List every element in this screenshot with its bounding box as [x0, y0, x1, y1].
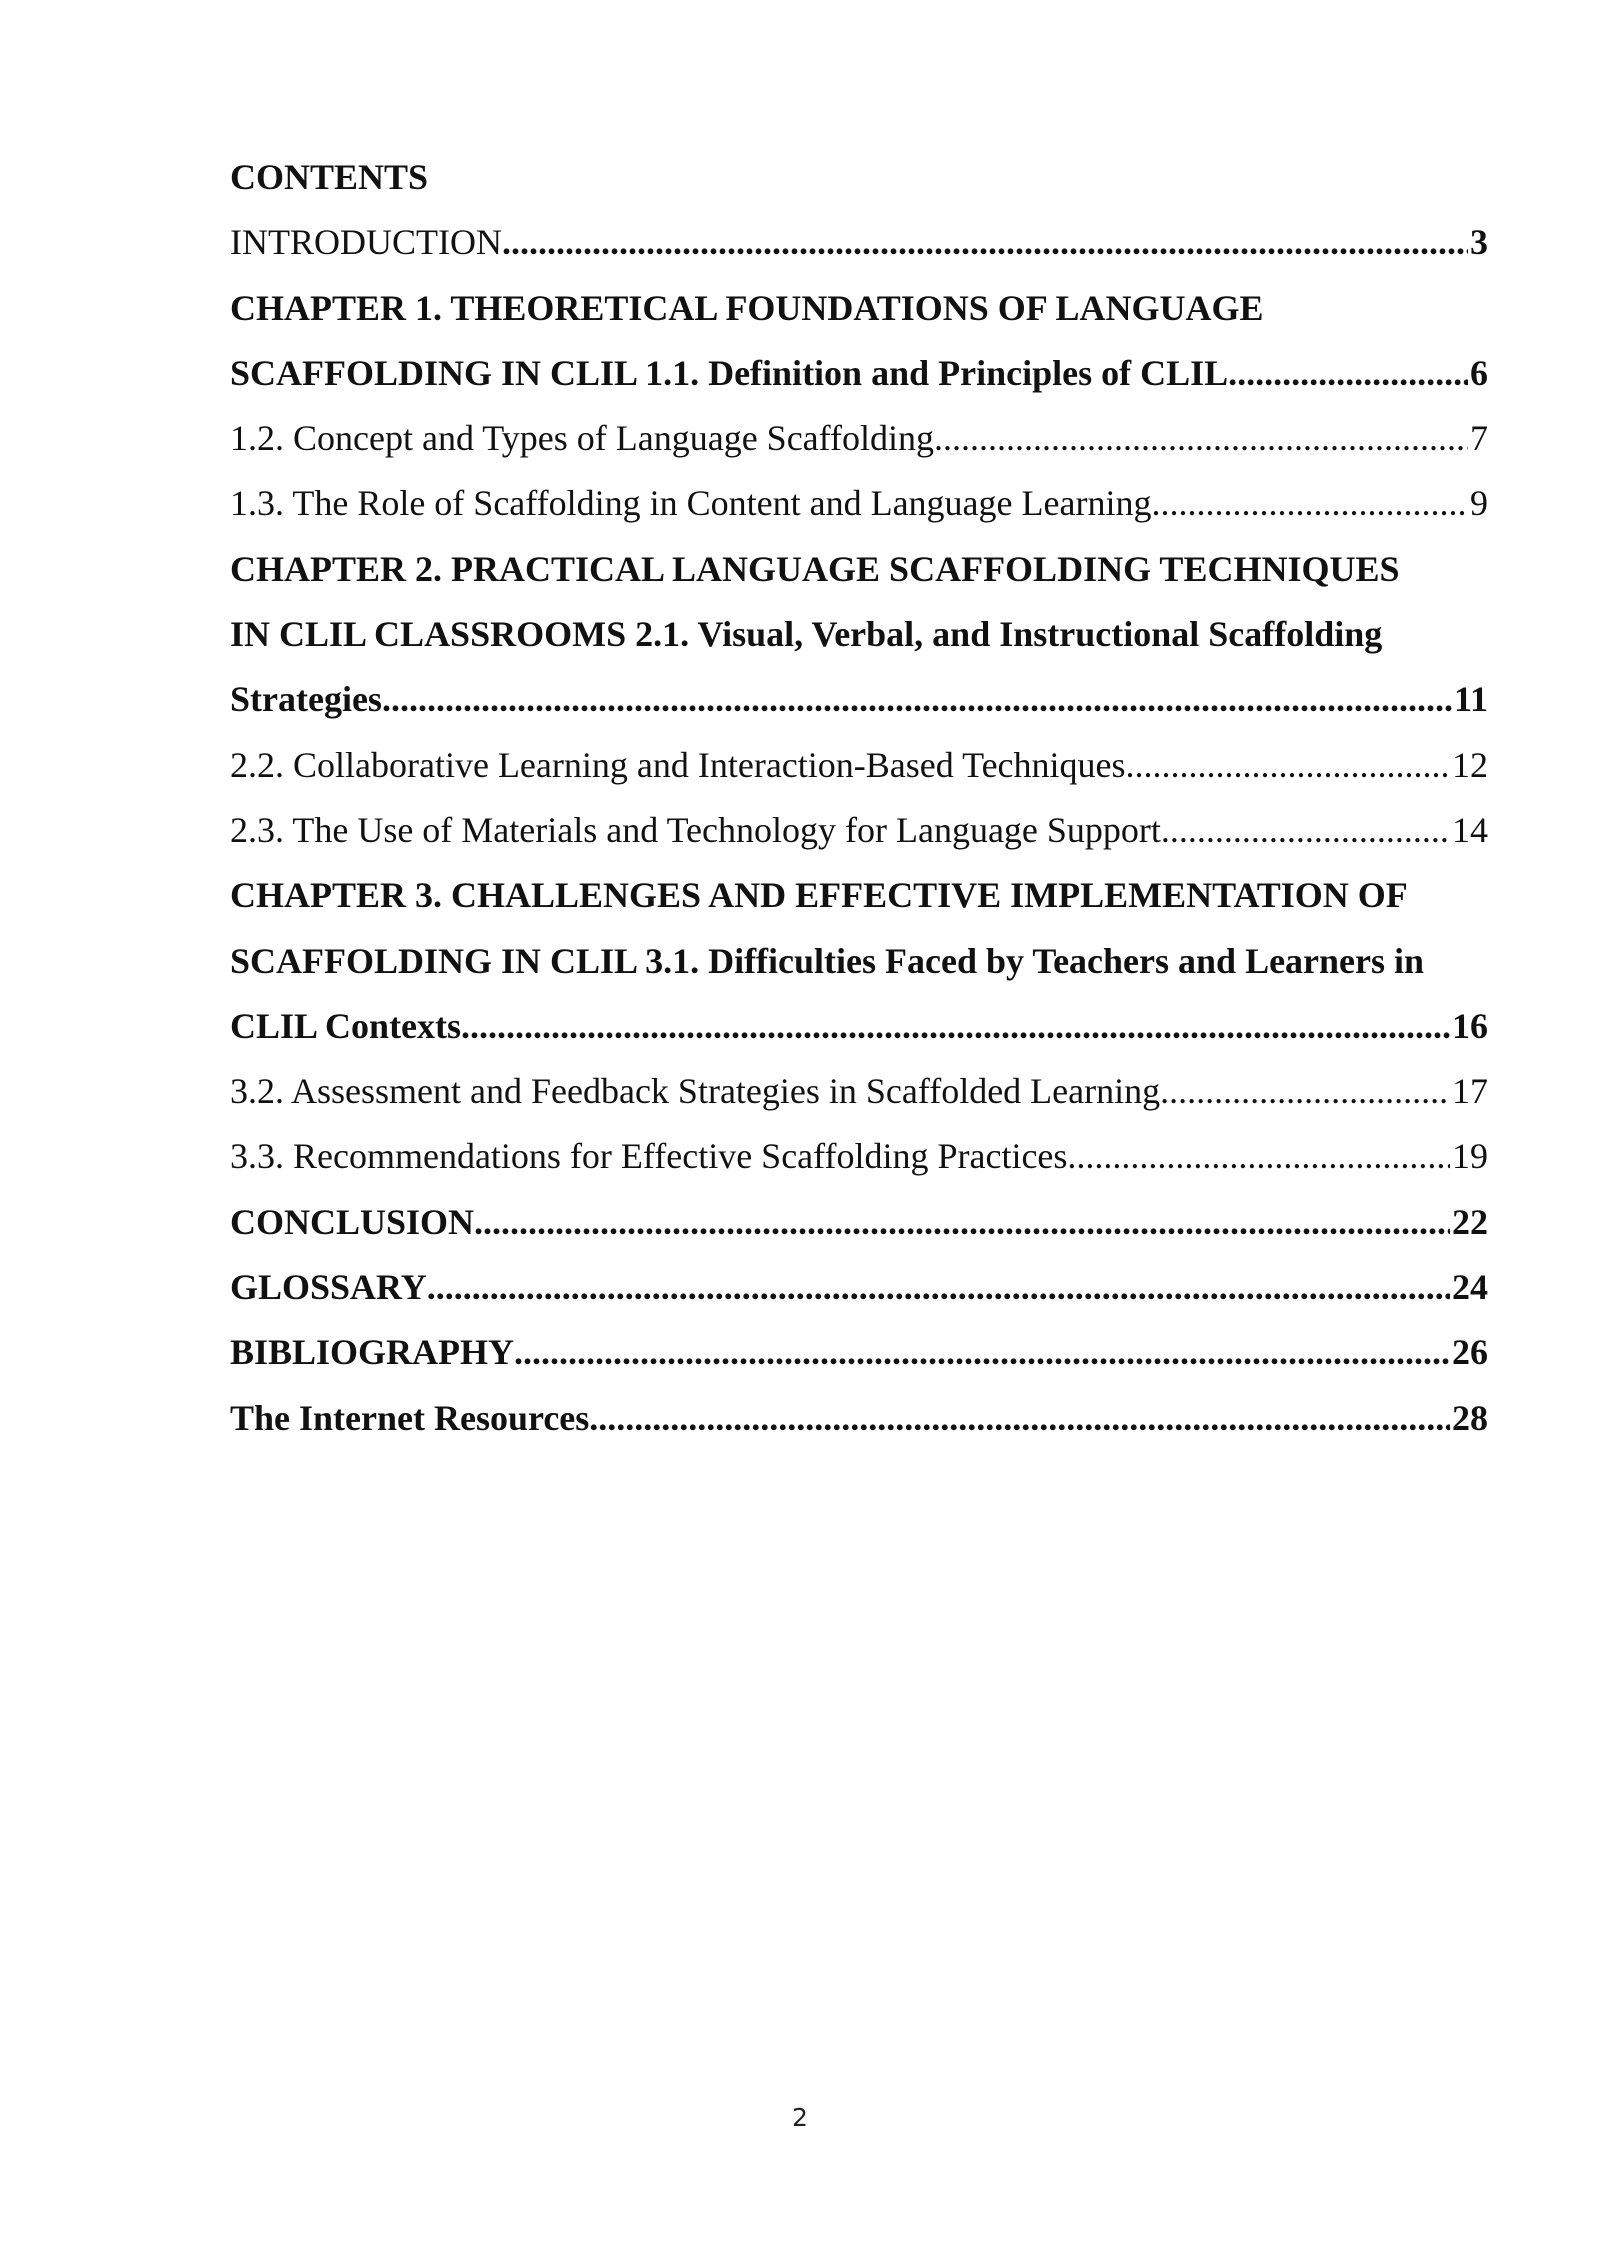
- toc-page-number: 6: [1470, 352, 1488, 393]
- toc-dot-leader: [382, 667, 1452, 732]
- toc-entry-text: BIBLIOGRAPHY: [230, 1332, 515, 1373]
- toc-entry-text: IN CLIL CLASSROOMS 2.1. Visual, Verbal, and Instructional Scaffolding: [230, 614, 1383, 655]
- toc-dot-leader: [514, 1320, 1450, 1385]
- toc-dot-leader: [589, 1386, 1450, 1451]
- toc-dot-leader: [1151, 471, 1468, 536]
- toc-entry[interactable]: [230, 1059, 1488, 1124]
- toc-entry[interactable]: [230, 276, 1488, 407]
- toc-entry-text: SCAFFOLDING IN CLIL 1.1. Definition and Principles of CLIL: [230, 352, 1229, 393]
- toc-entry[interactable]: [230, 733, 1488, 798]
- toc-entry[interactable]: [230, 798, 1488, 863]
- toc-page-number: 22: [1452, 1201, 1488, 1242]
- toc-dot-leader: [427, 1255, 1450, 1320]
- toc-page-number: 7: [1470, 418, 1488, 459]
- toc-entry[interactable]: [230, 1320, 1488, 1385]
- toc-entry[interactable]: [230, 1386, 1488, 1451]
- toc-entry-text: 1.2. Concept and Types of Language Scaffolding: [230, 418, 934, 459]
- toc-entry-text: INTRODUCTION: [230, 222, 502, 263]
- toc-entry[interactable]: [230, 863, 1488, 1059]
- toc-page-number: 17: [1452, 1071, 1488, 1112]
- toc-page-number: 11: [1453, 679, 1488, 720]
- toc-entry-text: SCAFFOLDING IN CLIL 3.1. Difficulties Faced by Teachers and Learners in: [230, 940, 1425, 981]
- toc-page-number: 14: [1452, 809, 1488, 850]
- toc-page-number: 16: [1452, 1005, 1488, 1046]
- toc-page-number: 9: [1470, 483, 1488, 524]
- toc-dot-leader: [1160, 1059, 1450, 1124]
- toc-entry[interactable]: [230, 537, 1488, 733]
- toc-dot-leader: [1126, 733, 1450, 798]
- toc-entries: [230, 210, 1488, 1451]
- toc-entry[interactable]: [230, 471, 1488, 536]
- toc-dot-leader: [461, 994, 1450, 1059]
- toc-page-number: 24: [1452, 1267, 1488, 1308]
- toc-page-number: 26: [1452, 1332, 1488, 1373]
- toc-entry-text: CHAPTER 1. THEORETICAL FOUNDATIONS OF LANGUAGE: [230, 287, 1264, 328]
- toc-dot-leader: [1161, 798, 1450, 863]
- toc-entry-text: Strategies: [230, 679, 382, 720]
- toc-page-number: 12: [1452, 744, 1488, 785]
- toc-dot-leader: [474, 1190, 1450, 1255]
- page-number: 2: [792, 2103, 808, 2132]
- toc-entry-text: The Internet Resources: [230, 1397, 590, 1438]
- toc-entry[interactable]: [230, 1190, 1488, 1255]
- toc-dot-leader: [1067, 1124, 1450, 1189]
- toc-entry[interactable]: [230, 1124, 1488, 1189]
- table-of-contents: [230, 145, 1488, 1451]
- toc-entry-text: 2.3. The Use of Materials and Technology for Language Support: [230, 809, 1161, 850]
- toc-entry-text: GLOSSARY: [230, 1267, 427, 1308]
- toc-entry[interactable]: [230, 210, 1488, 275]
- toc-entry-text: 1.3. The Role of Scaffolding in Content and Language Learning: [230, 483, 1152, 524]
- toc-entry-text: 2.2. Collaborative Learning and Interaction-Based Techniques: [230, 744, 1126, 785]
- toc-entry-text: CLIL Contexts: [230, 1005, 462, 1046]
- toc-page-number: 19: [1452, 1136, 1488, 1177]
- toc-entry-text: CHAPTER 3. CHALLENGES AND EFFECTIVE IMPLEMENTATION OF: [230, 875, 1408, 916]
- toc-entry[interactable]: [230, 406, 1488, 471]
- toc-page-number: 3: [1470, 222, 1488, 263]
- toc-entry-text: CONCLUSION: [230, 1201, 475, 1242]
- toc-entry-text: 3.3. Recommendations for Effective Scaffolding Practices: [230, 1136, 1068, 1177]
- toc-entry-text: 3.2. Assessment and Feedback Strategies in Scaffolded Learning: [230, 1071, 1161, 1112]
- toc-title: CONTENTS: [230, 157, 429, 197]
- toc-dot-leader: [502, 210, 1468, 275]
- toc-entry-text: CHAPTER 2. PRACTICAL LANGUAGE SCAFFOLDING TECHNIQUES: [230, 548, 1400, 589]
- toc-dot-leader: [1228, 341, 1468, 406]
- toc-dot-leader: [934, 406, 1468, 471]
- toc-page-number: 28: [1452, 1397, 1488, 1438]
- toc-entry[interactable]: [230, 1255, 1488, 1320]
